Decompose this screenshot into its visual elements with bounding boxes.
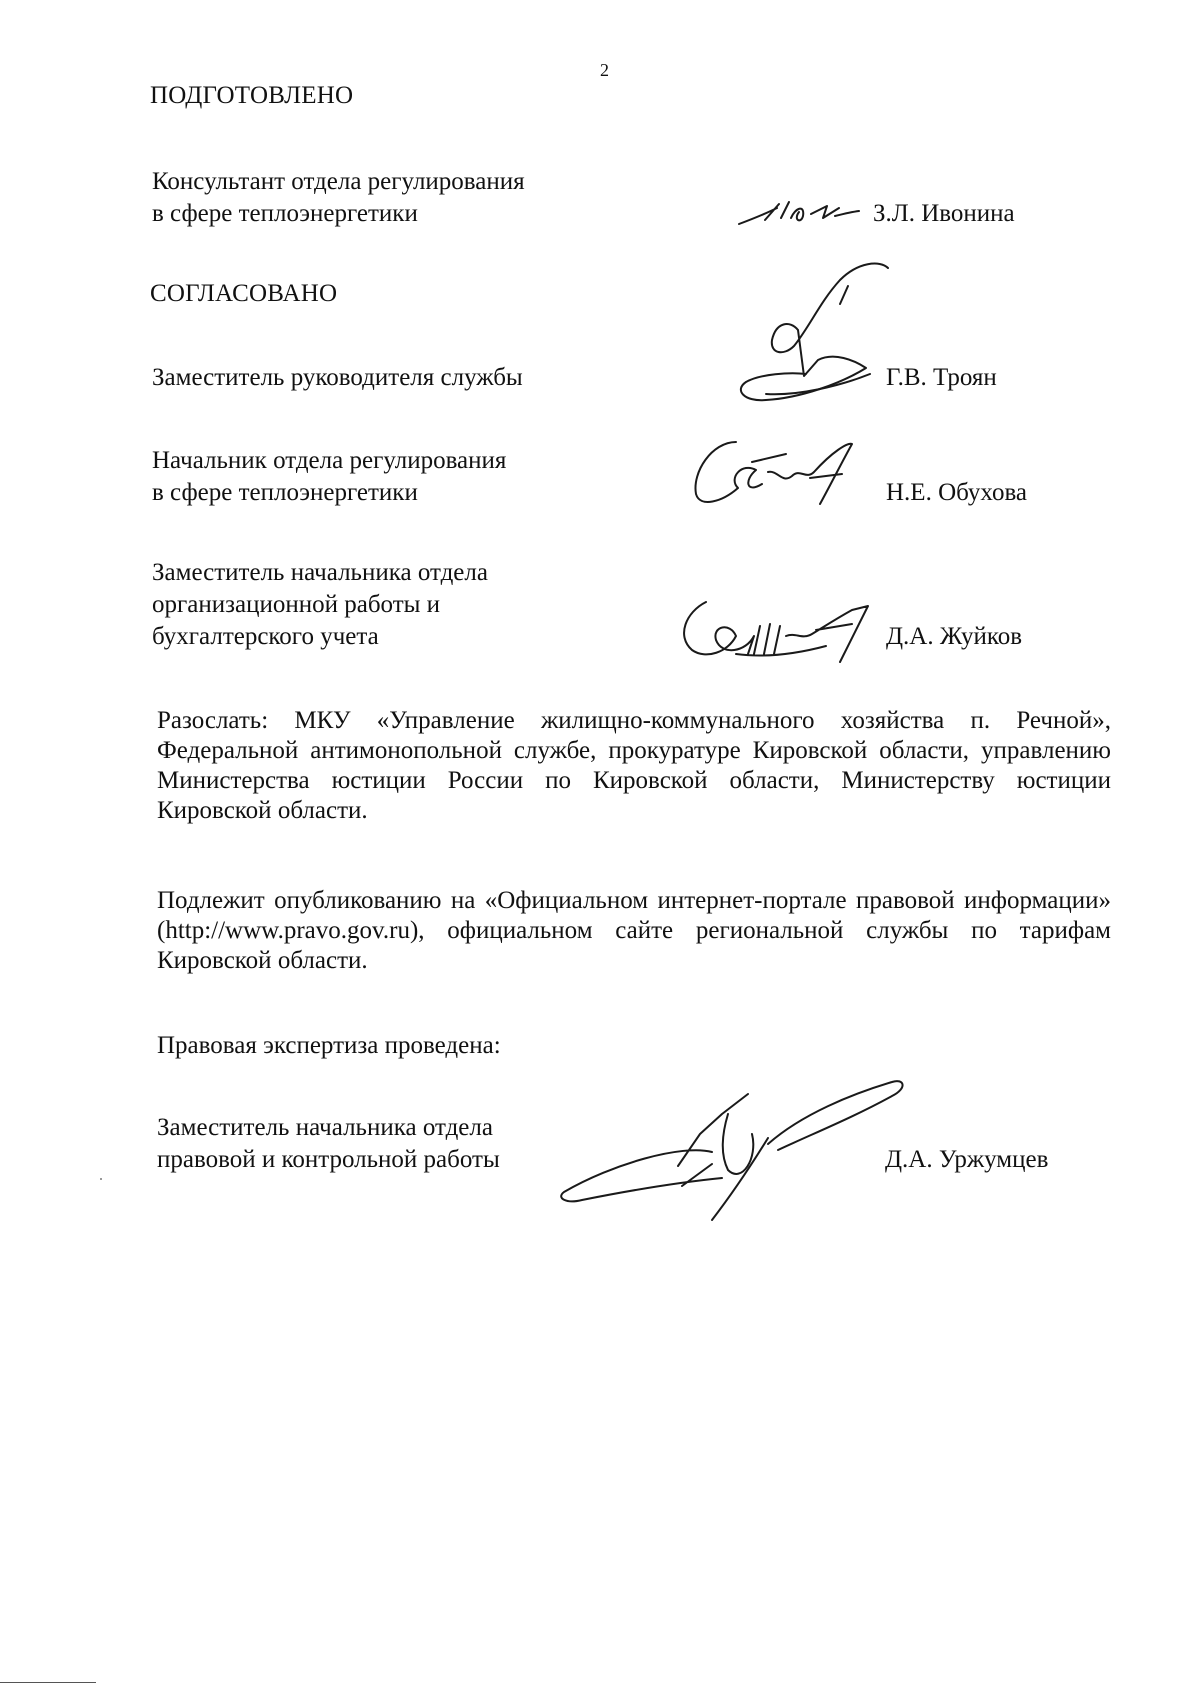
- legal-review-position-line2: правовой и контрольной работы: [157, 1146, 500, 1173]
- signature-troyan: [690, 256, 900, 442]
- approver-3-position-line3: бухгалтерского учета: [152, 623, 379, 650]
- signature-ivonina: [735, 196, 863, 232]
- signature-urzhumtsev: [552, 1074, 912, 1224]
- approver-2-name: Н.Е. Обухова: [886, 479, 1028, 506]
- approver-1-name: Г.В. Троян: [886, 364, 997, 391]
- publication-note: Подлежит опубликованию на «Официальном интернет-портале правовой информации» (http://www.pravo.gov.ru), официальном сайте региональной службы по тарифам Кировской области.: [157, 887, 1111, 974]
- distribution-list: Разослать: МКУ «Управление жилищно-коммунального хозяйства п. Речной», Федеральной антимонопольной службе, прокуратуре Кировской области, управлению Министерства юстиции России по Кировской области, Министерству юстиции Кировской области.: [157, 707, 1111, 824]
- approved-heading: СОГЛАСОВАНО: [150, 280, 338, 307]
- signature-obukhova: [682, 432, 862, 516]
- scan-margin-line: [0, 1682, 96, 1683]
- legal-review-position-line1: Заместитель начальника отдела: [157, 1114, 493, 1141]
- approver-3-name: Д.А. Жуйков: [886, 623, 1023, 650]
- page-number: 2: [600, 60, 609, 80]
- approver-3-position-line1: Заместитель начальника отдела: [152, 559, 488, 586]
- scan-speck: [100, 1178, 102, 1180]
- approver-3-position-line2: организационной работы и: [152, 591, 441, 618]
- prepared-name: З.Л. Ивонина: [873, 200, 1015, 227]
- legal-review-name: Д.А. Уржумцев: [885, 1146, 1049, 1173]
- legal-review-label: Правовая экспертиза проведена:: [157, 1032, 501, 1059]
- signature-zhuykov: [676, 596, 872, 668]
- approver-2-position-line1: Начальник отдела регулирования: [152, 447, 507, 474]
- prepared-heading: ПОДГОТОВЛЕНО: [150, 82, 354, 109]
- approver-1-position: Заместитель руководителя службы: [152, 364, 523, 391]
- prepared-position-line1: Консультант отдела регулирования: [152, 168, 525, 195]
- prepared-position-line2: в сфере теплоэнергетики: [152, 200, 418, 227]
- approver-2-position-line2: в сфере теплоэнергетики: [152, 479, 418, 506]
